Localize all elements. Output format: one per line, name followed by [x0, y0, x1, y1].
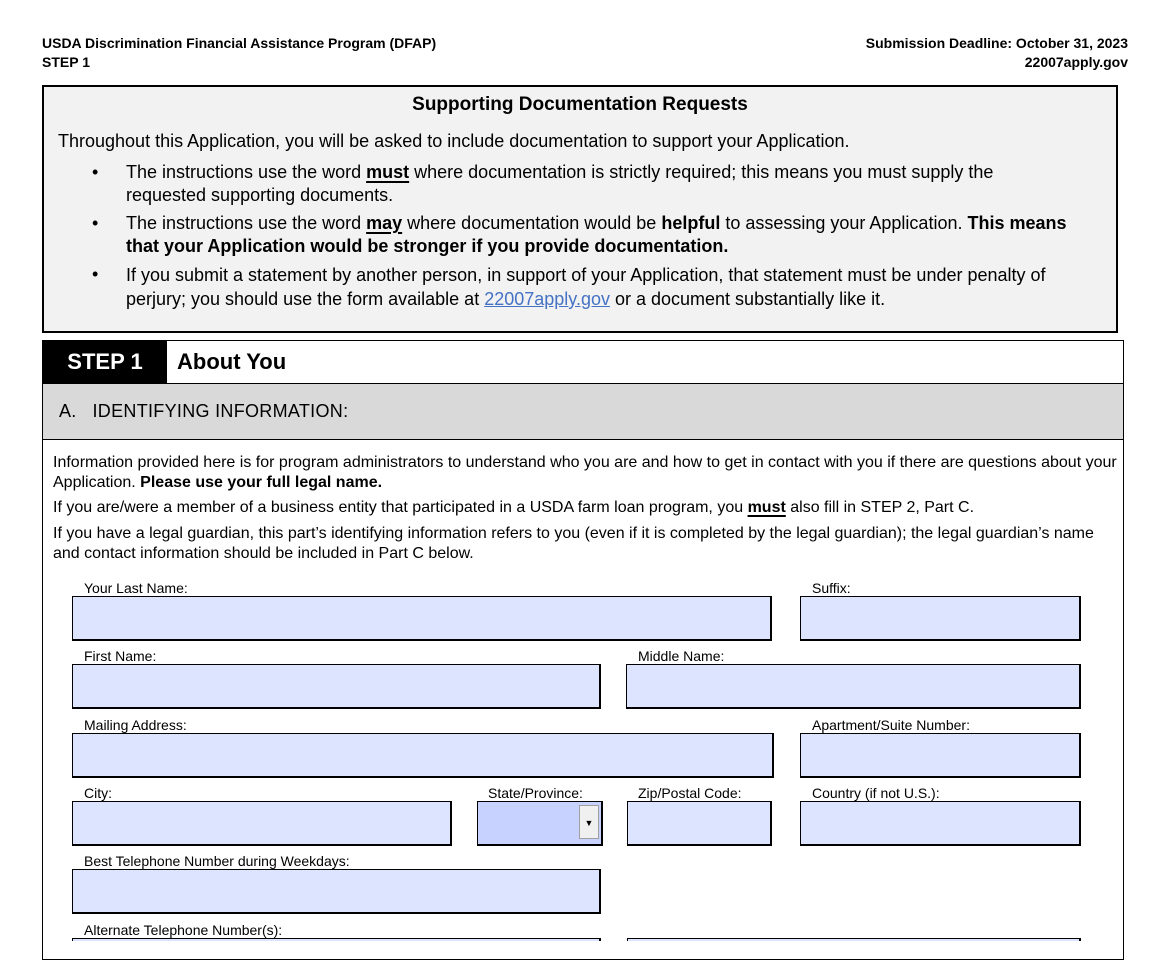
part-a-header [43, 384, 1123, 440]
state-label: State/Province: [488, 785, 583, 801]
suffix-label: Suffix: [812, 580, 851, 596]
country-label: Country (if not U.S.): [812, 785, 940, 801]
part-a-title: A. IDENTIFYING INFORMATION: [59, 401, 349, 421]
bullet-text: If you submit a statement by another person, in support of your Application, that statement must be under penalty of perjury; you should use the form available at 22007apply.gov or a document substantially like it. [126, 265, 1046, 309]
header-website: 22007apply.gov [1024, 54, 1128, 70]
website-link[interactable]: 22007apply.gov [484, 289, 610, 309]
first-name-input[interactable] [72, 664, 601, 709]
legal-guardian-paragraph: If you have a legal guardian, this part’s identifying information refers to you (even if it is completed by the legal guardian); the legal guardian’s name and contact information should be included in Part C below. [53, 525, 1094, 562]
bullet-dot: • [92, 264, 99, 284]
first-name-label: First Name: [84, 648, 157, 664]
last-name-label: Your Last Name: [84, 580, 188, 596]
info-paragraph: Information provided here is for program administrators to understand who you are and how to get in contact with you if there are questions about your Application. Please use your full legal name. [53, 454, 1117, 491]
step-header-bar [43, 341, 1123, 384]
bullet-dot: • [92, 162, 99, 182]
apartment-label: Apartment/Suite Number: [812, 717, 970, 733]
weekday-phone-label: Best Telephone Number during Weekdays: [84, 853, 350, 869]
doc-requests-title: Supporting Documentation Requests [412, 94, 748, 115]
middle-name-label: Middle Name: [638, 648, 725, 664]
middle-name-input[interactable] [626, 664, 1081, 709]
bullet-text: The instructions use the word may where documentation would be helpful to assessing your Application. This means that your Application would be stronger if you provide documentation. [126, 213, 1067, 256]
city-input[interactable] [72, 801, 452, 846]
page-header-left [42, 34, 436, 72]
weekday-phone-input[interactable] [72, 869, 601, 914]
zip-label: Zip/Postal Code: [638, 785, 742, 801]
submission-deadline: Submission Deadline: October 31, 2023 [865, 35, 1128, 51]
page-header-right [866, 34, 1128, 72]
program-name: USDA Discrimination Financial Assistance Program (DFAP) [42, 35, 437, 51]
suffix-input[interactable] [800, 596, 1081, 641]
city-label: City: [84, 785, 112, 801]
header-step: STEP 1 [42, 54, 90, 70]
step-number: STEP 1 [43, 341, 167, 383]
keyword-may: may [366, 213, 403, 233]
state-select[interactable] [477, 801, 603, 846]
bullet-dot: • [92, 213, 99, 233]
step-title: About You [177, 349, 287, 374]
doc-requests-intro: Throughout this Application, you will be asked to include documentation to support your Application. [58, 131, 850, 151]
alt-phone-label: Alternate Telephone Number(s): [84, 922, 283, 938]
dropdown-arrow-icon[interactable]: ▼ [579, 805, 599, 839]
business-entity-paragraph: If you are/were a member of a business entity that participated in a USDA farm loan program, you must also fill in STEP 2, Part C. [53, 499, 975, 516]
mailing-address-input[interactable] [72, 733, 774, 778]
mailing-address-label: Mailing Address: [84, 717, 187, 733]
supporting-documentation-box [42, 85, 1118, 333]
apartment-input[interactable] [800, 733, 1081, 778]
keyword-must: must [366, 162, 410, 182]
zip-input[interactable] [627, 801, 772, 846]
last-name-input[interactable] [72, 596, 772, 641]
country-input[interactable] [800, 801, 1081, 846]
bullet-text: The instructions use the word must where documentation is strictly required; this means you must supply the requested supporting documents. [126, 162, 994, 205]
